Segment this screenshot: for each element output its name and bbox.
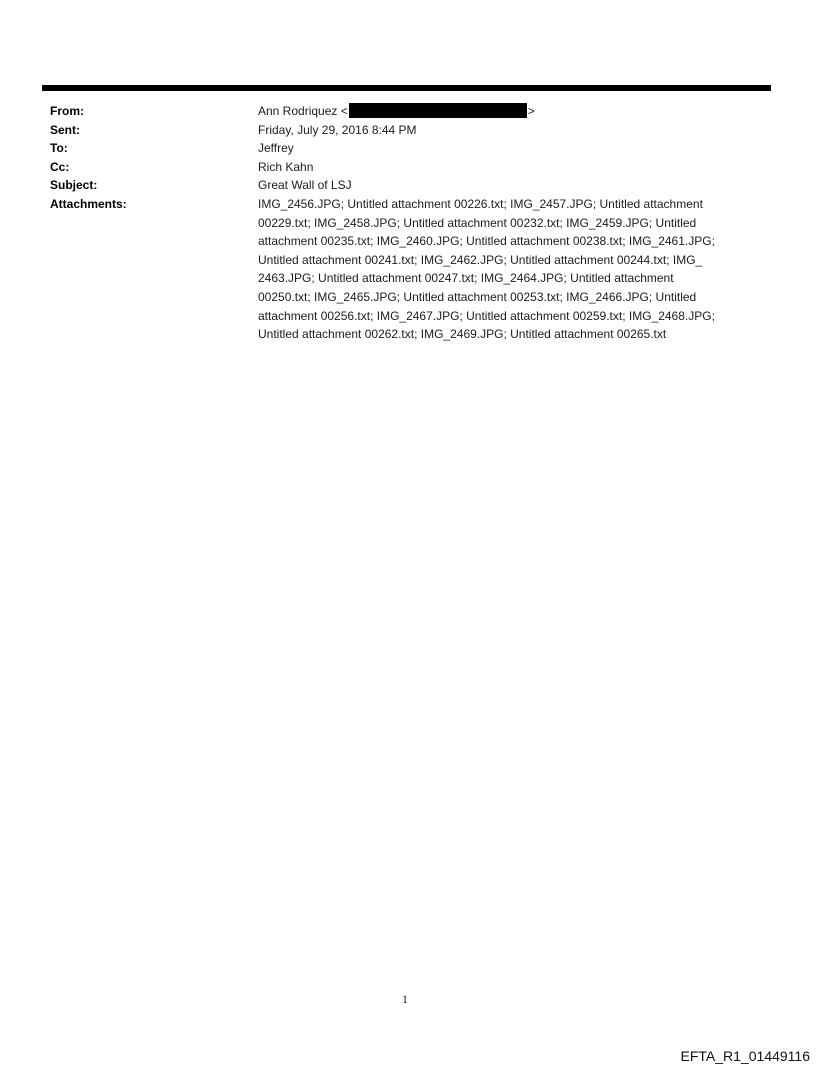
to-label: To: <box>50 141 68 156</box>
redaction-bar <box>349 103 527 118</box>
attachments-line: Untitled attachment 00262.txt; IMG_2469.JPG; Untitled attachment 00265.txt <box>258 327 667 342</box>
attachments-label: Attachments: <box>50 196 127 211</box>
attachments-line: Untitled attachment 00241.txt; IMG_2462.JPG; Untitled attachment 00244.txt; IMG_ <box>258 252 703 267</box>
header-divider-rule <box>42 85 771 91</box>
attachments-line: 2463.JPG; Untitled attachment 00247.txt; IMG_2464.JPG; Untitled attachment <box>258 271 674 286</box>
attachments-line: attachment 00256.txt; IMG_2467.JPG; Untitled attachment 00259.txt; IMG_2468.JPG; <box>258 308 715 323</box>
header-row-sent <box>50 121 758 140</box>
header-row-to <box>50 139 758 158</box>
header-row-attachments <box>50 195 758 344</box>
attachments-line: 00250.txt; IMG_2465.JPG; Untitled attachment 00253.txt; IMG_2466.JPG; Untitled <box>258 289 697 304</box>
attachments-line: 00229.txt; IMG_2458.JPG; Untitled attachment 00232.txt; IMG_2459.JPG; Untitled <box>258 215 697 230</box>
subject-label: Subject: <box>50 178 98 193</box>
email-header <box>50 102 758 344</box>
subject-value: Great Wall of LSJ <box>258 178 352 193</box>
from-sender-name: Ann Rodriquez < <box>258 104 348 118</box>
from-label: From: <box>50 104 84 118</box>
from-value <box>258 102 758 121</box>
sent-value: Friday, July 29, 2016 8:44 PM <box>258 122 417 137</box>
attachments-line: attachment 00235.txt; IMG_2460.JPG; Untitled attachment 00238.txt; IMG_2461.JPG; <box>258 234 715 249</box>
to-value: Jeffrey <box>258 141 294 156</box>
attachments-line: IMG_2456.JPG; Untitled attachment 00226.txt; IMG_2457.JPG; Untitled attachment <box>258 196 703 211</box>
header-row-cc <box>50 158 758 177</box>
attachments-value <box>258 195 758 344</box>
cc-label: Cc: <box>50 159 70 174</box>
cc-value: Rich Kahn <box>258 159 314 174</box>
bates-number: EFTA_R1_01449116 <box>680 1048 810 1064</box>
page-number: 1 <box>402 992 408 1006</box>
sent-label: Sent: <box>50 122 80 137</box>
header-row-from <box>50 102 758 121</box>
header-row-subject <box>50 176 758 195</box>
from-value-closing-bracket: > <box>527 104 535 118</box>
